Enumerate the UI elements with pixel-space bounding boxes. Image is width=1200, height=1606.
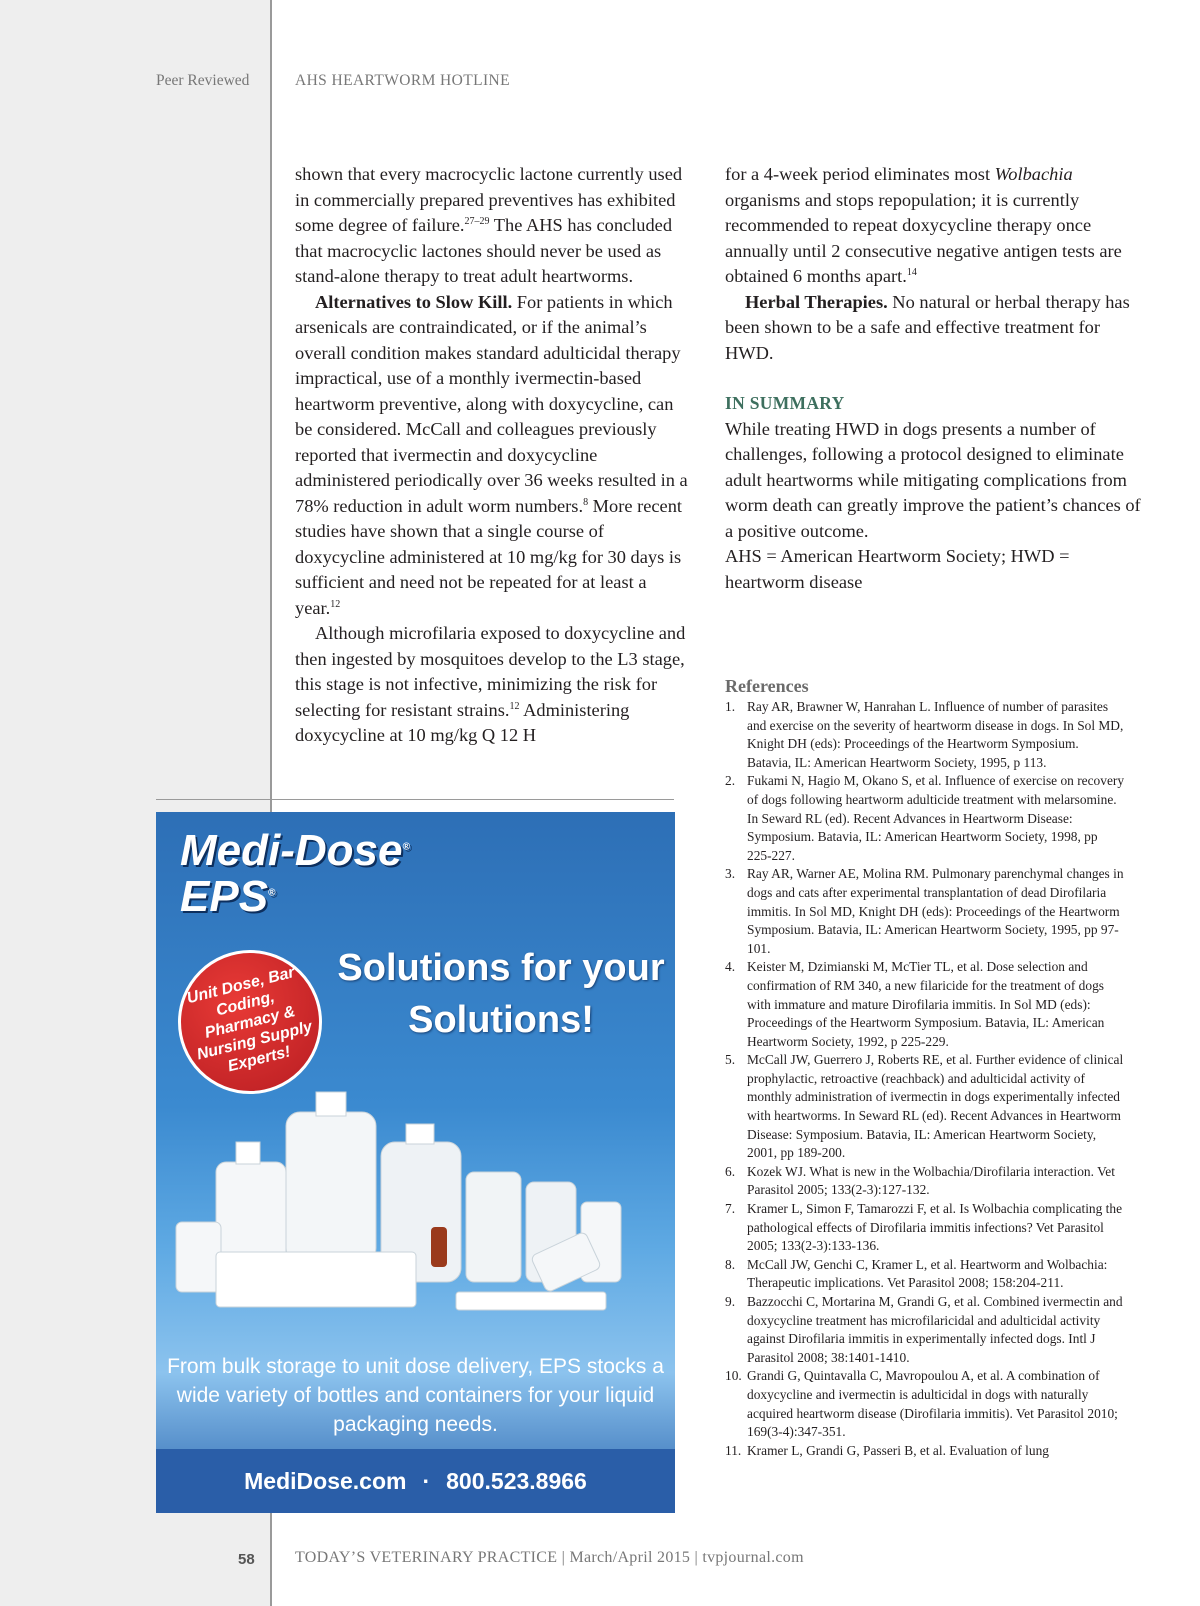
ad-product-bottles-image	[156, 1052, 675, 1352]
ad-body-text: From bulk storage to unit dose delivery, EPS stocks a wide variety of bottles and containers for your liquid packaging needs.	[167, 1355, 664, 1436]
paragraph: shown that every macrocyclic lactone currently used in commercially prepared preventives has exhibited some degree of failure.$^{27-29}$ The AHS has concluded that macrocyclic lactones should never be used as stand-alone therapy to treat adult heartworms.	[295, 164, 683, 286]
references-list	[725, 698, 1125, 1460]
ad-brand-name: Medi-Dose®	[180, 826, 410, 875]
page-number: 58	[238, 1551, 255, 1568]
footer-text: TODAY’S VETERINARY PRACTICE | March/April 2015 | tvpjournal.com	[295, 1549, 804, 1566]
reference-item: 3. Ray AR, Warner AE, Molina RM. Pulmonary parenchymal changes in dogs and cats after experimental transplantation of dead Dirofilaria immitis. In Sol MD, Knight DH (eds): Proceedings of the Heartworm Symposium. Batavia, IL: American Heartworm Society, 1995, pp 97-101.	[725, 866, 1124, 956]
reference-item: 2. Fukami N, Hagio M, Okano S, et al. Influence of exercise on recovery of dogs following heartworm adulticide treatment with melarsomine. In Seward RL (ed). Recent Advances in Heartworm Disease: Symposium. Batavia, IL: American Heartworm Society, 1998, pp 225-227.	[725, 773, 1125, 863]
text-column-1	[295, 162, 695, 749]
summary-paragraph: While treating HWD in dogs presents a number of challenges, following a protocol designed to eliminate adult heartworms while mitigating complications from worm death can greatly improve the patient’s chances of a positive outcome.	[725, 418, 1141, 541]
ad-brand-sub: EPS®	[180, 872, 276, 921]
reference-item: 6. Kozek WJ. What is new in the Wolbachia/Dirofilaria interaction. Vet Parasitol 2005; 133(2-3):127-132.	[725, 1163, 1115, 1198]
run-in-heading: Alternatives to Slow Kill.	[315, 291, 513, 312]
ad-divider	[156, 799, 674, 800]
reference-item: 7. Kramer L, Simon F, Tamarozzi F, et al. Is Wolbachia complicating the pathological effects of Dirofilaria immitis infections? Vet Parasitol 2005; 133(2-3):133-136.	[725, 1201, 1123, 1254]
ad-tagline: Solutions for your Solutions!	[337, 947, 665, 1041]
reference-item: 9. Bazzocchi C, Mortarina M, Grandi G, et al. Combined ivermectin and doxycycline treatment has microfilaricidal and adulticidal activity against Dirofilaria immitis in experimentally infected dogs. Intl J Parasitol 2008; 38:1401-1410.	[725, 1294, 1123, 1365]
ad-website-link[interactable]: MediDose.com	[244, 1467, 407, 1494]
run-in-heading: Herbal Therapies.	[745, 291, 888, 312]
section-label: Peer Reviewed	[156, 72, 250, 89]
reference-item: 8. McCall JW, Genchi C, Kramer L, et al. Heartworm and Wolbachia: Therapeutic implications. Vet Parasitol 2008; 158:204-211.	[725, 1256, 1108, 1291]
reference-item: 5. McCall JW, Guerrero J, Roberts RE, et al. Further evidence of clinical prophylactic, retroactive (reachback) and adulticidal activity of monthly administration of ivermectin in dogs experimentally infected with heartworms. In Seward RL (ed). Recent Advances in Heartworm Disease: Symposium. Batavia, IL: American Heartworm Society, 2001, pp 189-200.	[725, 1052, 1124, 1161]
reference-item: 4. Keister M, Dzimianski M, McTier TL, et al. Dose selection and confirmation of RM 340, a new filaricide for the treatment of dogs with immature and mature Dirofilaria immitis. In Sol MD (eds): Proceedings of the Heartworm Symposium. Batavia, IL: American Heartworm Society, 1992, p 225-229.	[725, 959, 1105, 1049]
abbreviations: AHS = American Heartworm Society; HWD = heartworm disease	[725, 546, 1070, 592]
reference-item: 11. Kramer L, Grandi G, Passeri B, et al. Evaluation of lung	[725, 1442, 1049, 1458]
ad-badge: Unit Dose, Bar Coding, Pharmacy & Nursing Supply Experts!	[178, 950, 322, 1094]
advertisement[interactable]	[156, 812, 675, 1513]
paragraph-herbal: Herbal Therapies. No natural or herbal therapy has been shown to be a safe and effective treatment for HWD.	[725, 291, 1130, 363]
paragraph: for a 4-week period eliminates most Wolbachia organisms and stops repopulation; it is currently recommended to repeat doxycycline therapy once annually until 2 consecutive negative antigen tests are obtained 6 months apart.$^{14}$	[725, 164, 1122, 286]
reference-item: 1. Ray AR, Brawner W, Hanrahan L. Influence of number of parasites and exercise on the severity of heartworm disease in dogs. In Sol MD, Knight DH (eds): Proceedings of the Heartworm Symposium. Batavia, IL: American Heartworm Society, 1995, p 113.	[725, 699, 1124, 770]
summary-heading: IN SUMMARY	[725, 393, 845, 413]
ad-contact-bar: MediDose.com · 800.523.8966	[156, 1449, 675, 1513]
paragraph-slow-kill: Alternatives to Slow Kill. For patients in which arsenicals are contraindicated, or if the animal’s overall condition makes standard adulticidal therapy impractical, use of a monthly ivermectin-based heartworm preventive, along with doxycycline, can be considered. McCall and colleagues previously reported that ivermectin and doxycycline administered periodically over 36 weeks resulted in a 78% reduction in adult worm numbers.$^8$ More recent studies have shown that a single course of doxycycline administered at 10 mg/kg for 30 days is sufficient and need not be repeated for at least a year.$^{12}$	[295, 291, 688, 618]
paragraph: Although microfilaria exposed to doxycycline and then ingested by mosquitoes develop to the L3 stage, this stage is not infective, minimizing the risk for selecting for resistant strains.$^{12}$ Administering doxycycline at 10 mg/kg Q 12 H	[295, 623, 686, 745]
text-column-2	[725, 162, 1145, 595]
references-heading: References	[725, 676, 809, 696]
ad-phone: 800.523.8966	[446, 1467, 587, 1494]
column-title: AHS HEARTWORM HOTLINE	[295, 72, 510, 89]
reference-item: 10. Grandi G, Quintavalla C, Mavropoulou A, et al. A combination of doxycycline and ivermectin is adulticidal in dogs with naturally acquired heartworm disease (Dirofilaria immitis). Vet Parasitol 2010; 169(3-4):347-351.	[725, 1368, 1118, 1440]
